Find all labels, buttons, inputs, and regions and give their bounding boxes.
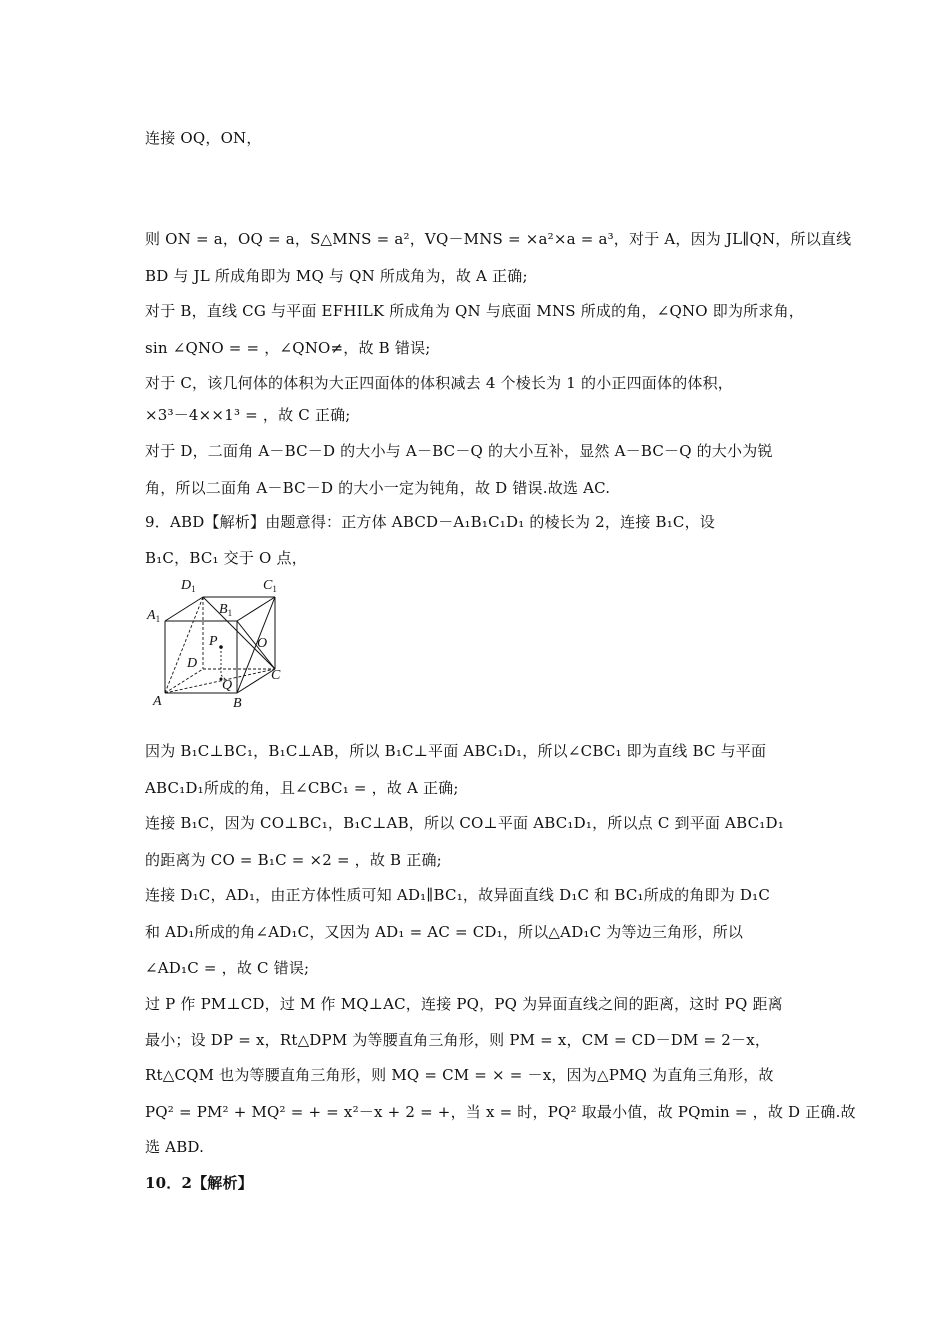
text-line: ABC₁D₁所成的角，且∠CBC₁ = ，故 A 正确; [145, 779, 459, 797]
text-line: Rt△CQM 也为等腰直角三角形，则 MQ = CM = × = －x，因为△PMQ 为直角三角形，故 [145, 1066, 774, 1084]
text-line: 连接 D₁C，AD₁，由正方体性质可知 AD₁∥BC₁，故异面直线 D₁C 和 BC₁所成的角即为 D₁C [145, 886, 771, 904]
edge-AD [165, 669, 203, 693]
diagonal-BC1 [237, 597, 275, 693]
text-line: 因为 B₁C⊥BC₁，B₁C⊥AB，所以 B₁C⊥平面 ABC₁D₁，所以∠CBC₁ 即为直线 BC 与平面 [145, 742, 767, 760]
diagonal-AC [165, 669, 275, 693]
text-line: 连接 B₁C，因为 CO⊥BC₁，B₁C⊥AB，所以 CO⊥平面 ABC₁D₁，所以点 C 到平面 ABC₁D₁ [145, 814, 784, 832]
text-line: sin ∠QNO = = ，∠QNO≠，故 B 错误; [145, 339, 431, 357]
diagonal-AD1 [165, 597, 203, 693]
text-line: 10．2【解析】 [145, 1174, 253, 1192]
diagonal-D1C [203, 597, 275, 669]
text-line: B₁C，BC₁ 交于 O 点， [145, 549, 307, 567]
edge-A1D1 [165, 597, 203, 621]
cube-figure [143, 575, 293, 710]
edge-B1C1 [237, 597, 275, 621]
text-line: 对于 C，该几何体的体积为大正四面体的体积减去 4 个棱长为 1 的小正四面体的体积， [145, 374, 734, 392]
label-O: O [257, 636, 268, 651]
text-line: 则 ON = a，OQ = a，S△MNS = a²，VQ－MNS = ×a²×a = a³，对于 A，因为 JL∥QN，所以直线 [145, 230, 852, 248]
text-line: 9．ABD【解析】由题意得：正方体 ABCD－A₁B₁C₁D₁ 的棱长为 2，连接 B₁C，设 [145, 513, 716, 531]
label-P: P [209, 634, 218, 649]
text-line: BD 与 JL 所成角即为 MQ 与 QN 所成角为，故 A 正确; [145, 267, 528, 285]
text-line: 最小；设 DP = x，Rt△DPM 为等腰直角三角形，则 PM = x，CM = CD－DM = 2－x， [145, 1031, 771, 1049]
label-A1: $A_1$ [147, 608, 161, 624]
text-line: 选 ABD. [145, 1138, 205, 1156]
text-line: ∠AD₁C = ，故 C 错误; [145, 959, 310, 977]
label-B1: $B_1$ [219, 602, 233, 618]
text-line: 对于 D，二面角 A－BC－D 的大小与 A－BC－Q 的大小互补，显然 A－BC－Q 的大小为锐 [145, 442, 773, 460]
text-line: 连接 OQ，ON， [145, 129, 262, 147]
point-P [219, 645, 223, 649]
text-line: PQ² = PM² + MQ² = + = x²－x + 2 = +，当 x = 时，PQ² 取最小值，故 PQmin = ，故 D 正确.故 [145, 1103, 856, 1121]
label-C: C [271, 668, 281, 683]
text-line: 的距离为 CO = B₁C = ×2 = ，故 B 正确; [145, 851, 442, 869]
label-B: B [233, 696, 242, 710]
text-line: 和 AD₁所成的角∠AD₁C，又因为 AD₁ = AC = CD₁，所以△AD₁C 为等边三角形，所以 [145, 923, 744, 941]
label-D1: $D_1$ [181, 578, 196, 594]
text-line: 角，所以二面角 A－BC－D 的大小一定为钝角，故 D 错误.故选 AC. [145, 479, 611, 497]
label-C1: $C_1$ [263, 578, 277, 594]
text-line: 对于 B，直线 CG 与平面 EFHILK 所成角为 QN 与底面 MNS 所成的角，∠QNO 即为所求角， [145, 302, 804, 320]
label-Q: Q [222, 678, 233, 693]
text-line: ×3³－4××1³ = ，故 C 正确; [145, 406, 351, 424]
text-line: 过 P 作 PM⊥CD，过 M 作 MQ⊥AC，连接 PQ，PQ 为异面直线之间的距离，这时 PQ 距离 [145, 995, 783, 1013]
label-A: A [153, 694, 162, 709]
edge-BC [237, 669, 275, 693]
label-D: D [187, 656, 198, 671]
